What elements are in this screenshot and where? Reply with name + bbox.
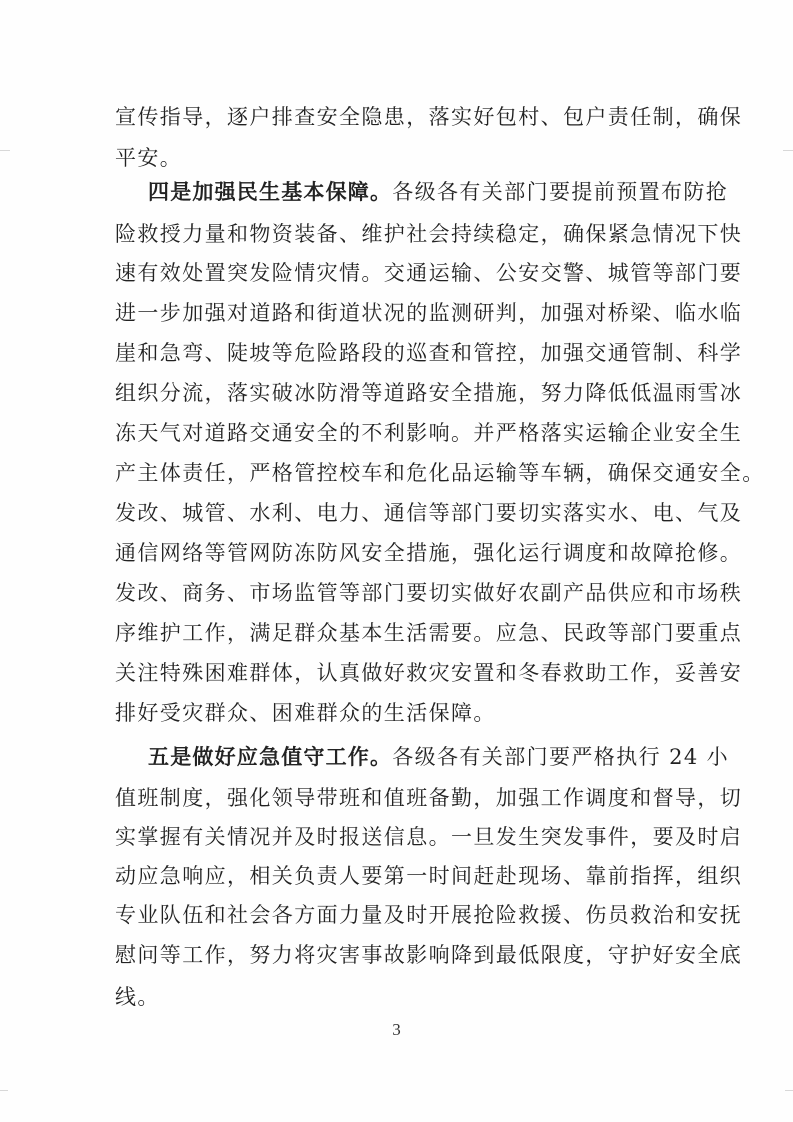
text-line: 实掌握有关情况并及时报送信息。一旦发生突发事件，要及时启 bbox=[115, 825, 743, 849]
scan-edge-mark bbox=[0, 150, 10, 151]
scan-edge-mark bbox=[0, 1090, 8, 1091]
page-number: 3 bbox=[392, 1020, 401, 1039]
section-heading: 四是加强民生基本保障。 bbox=[148, 180, 393, 204]
text-line: 进一步加强对道路和街道状况的监测研判，加强对桥梁、临水临 bbox=[115, 301, 743, 325]
text-line: 冻天气对道路交通安全的不利影响。并严格落实运输企业安全生 bbox=[115, 421, 743, 445]
text-line: 宣传指导，逐户排查安全隐患，落实好包村、包户责任制，确保 bbox=[115, 105, 743, 129]
text-line: 险救授力量和物资装备、维护社会持续稳定，确保紧急情况下快 bbox=[115, 222, 743, 246]
text-line: 通信网络等管网防冻防风安全措施，强化运行调度和故障抢修。 bbox=[115, 541, 743, 565]
paragraph-first-line bbox=[148, 177, 729, 207]
text-line: 慰问等工作，努力将灾害事故影响降到最低限度，守护好安全底 bbox=[115, 943, 743, 967]
text-line: 动应急响应，相关负责人要第一时间赶赴现场、靠前指挥，组织 bbox=[115, 864, 743, 888]
text-line: 关注特殊困难群体，认真做好救灾安置和冬春救助工作，妥善安 bbox=[115, 661, 743, 685]
text-line: 速有效处置突发险情灾情。交通运输、公安交警、城管等部门要 bbox=[115, 261, 743, 285]
text-line: 组织分流，落实破冰防滑等道路安全措施，努力降低低温雨雪冰 bbox=[115, 381, 743, 405]
text-line: 序维护工作，满足群众基本生活需要。应急、民政等部门要重点 bbox=[115, 621, 743, 645]
text-line: 排好受灾群众、困难群众的生活保障。 bbox=[115, 701, 496, 725]
scan-edge-mark bbox=[783, 150, 793, 151]
text-line: 发改、商务、市场监管等部门要切实做好农副产品供应和市场秩 bbox=[115, 581, 743, 605]
text-span: 各级各有关部门要严格执行 24 小 bbox=[392, 745, 730, 769]
text-line: 值班制度，强化领导带班和值班备勤，加强工作调度和督导，切 bbox=[115, 786, 743, 810]
scan-edge-mark bbox=[785, 1090, 793, 1091]
text-line: 平安。 bbox=[115, 146, 183, 170]
section-heading: 五是做好应急值守工作。 bbox=[148, 745, 393, 769]
text-line: 产主体责任，严格管控校车和危化品运输等车辆，确保交通安全。 bbox=[115, 461, 765, 485]
text-line: 崖和急弯、陡坡等危险路段的巡查和管控，加强交通管制、科学 bbox=[115, 341, 743, 365]
text-line: 专业队伍和社会各方面力量及时开展抢险救援、伤员救治和安抚 bbox=[115, 903, 743, 927]
text-span: 各级各有关部门要提前预置布防抢 bbox=[392, 180, 729, 204]
text-line: 发改、城管、水利、电力、通信等部门要切实落实水、电、气及 bbox=[115, 501, 743, 525]
paragraph-first-line bbox=[148, 742, 730, 772]
text-line: 线。 bbox=[115, 985, 160, 1009]
